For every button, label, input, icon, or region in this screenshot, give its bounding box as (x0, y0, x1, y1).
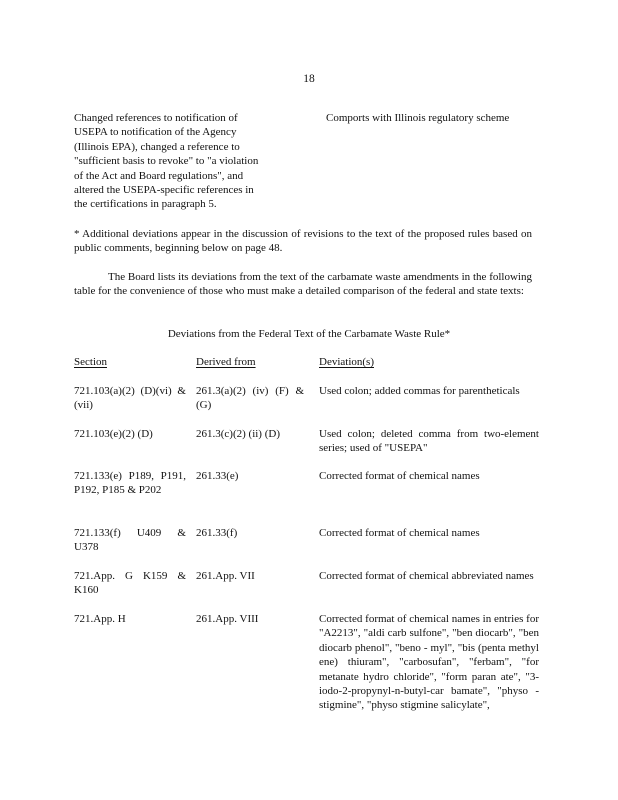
table-row-1-derived: 261.3(a)(2) (iv) (F) & (G) (196, 385, 304, 412)
table-row-4-deviation: Corrected format of chemical names (319, 527, 480, 539)
table-row-5-deviation: Corrected format of chemical abbreviated names (319, 570, 534, 582)
table-row-1-section: 721.103(a)(2) (D)(vi) & (vii) (74, 385, 186, 412)
body-paragraph-text: The Board lists its deviations from the text of the carbamate waste amendments in the following table for the convenience of those who must make a detailed comparison of the federal and state texts: (74, 271, 532, 298)
table-row-5-derived: 261.App. VII (196, 570, 255, 582)
table-row-4-section: 721.133(f) U409 & U378 (74, 527, 186, 554)
table-row-2-deviation: Used colon; deleted comma from two-element series; used of "USEPA" (319, 428, 539, 455)
table-row-6-derived: 261.App. VIII (196, 613, 259, 625)
table-row-2-section: 721.103(e)(2) (D) (74, 428, 153, 440)
table-row-5-section: 721.App. G K159 & K160 (74, 570, 186, 597)
table-row-6-deviation: Corrected format of chemical names in entries for "A2213", "aldi carb sulfone", "ben diocarb", "ben diocarb phenol", "beno - myl", "bis (penta methyl ene) thiuram", "carbosufan", "ferbam", "for metanate hydro chloride", "form paran ate", "3-iodo-2-propynyl-n-butyl-car bamate", "physo - stigmine", "physo stigmine salicylate", (319, 613, 539, 712)
revision-rationale: Comports with Illinois regulatory scheme (326, 112, 510, 124)
column-header-deviations: Deviation(s) (319, 356, 374, 368)
table-title: Deviations from the Federal Text of the Carbamate Waste Rule* (167, 328, 451, 340)
page-number: 18 (303, 73, 315, 85)
table-row-4-derived: 261.33(f) (196, 527, 238, 539)
table-row-1-deviation: Used colon; added commas for parentheticals (319, 385, 520, 397)
revision-description: Changed references to notification of USEPA to notification of the Agency (Illinois EPA), changed a reference to "sufficient basis to revoke" to "a violation of the Act and Board regulations", and altered the USEPA-specific references in the certifications in paragraph 5. (74, 112, 259, 211)
table-row-6-section: 721.App. H (74, 613, 126, 625)
table-row-3-section: 721.133(e) P189, P191, P192, P185 & P202 (74, 470, 186, 497)
column-header-derived-from: Derived from (196, 356, 256, 368)
column-header-section: Section (74, 356, 107, 368)
table-row-2-derived: 261.3(c)(2) (ii) (D) (196, 428, 280, 440)
table-row-3-deviation: Corrected format of chemical names (319, 470, 480, 482)
footnote: * Additional deviations appear in the discussion of revisions to the text of the proposed rules based on public comments, beginning below on page 48. (74, 228, 532, 255)
table-row-3-derived: 261.33(e) (196, 470, 239, 482)
body-paragraph (74, 270, 532, 299)
